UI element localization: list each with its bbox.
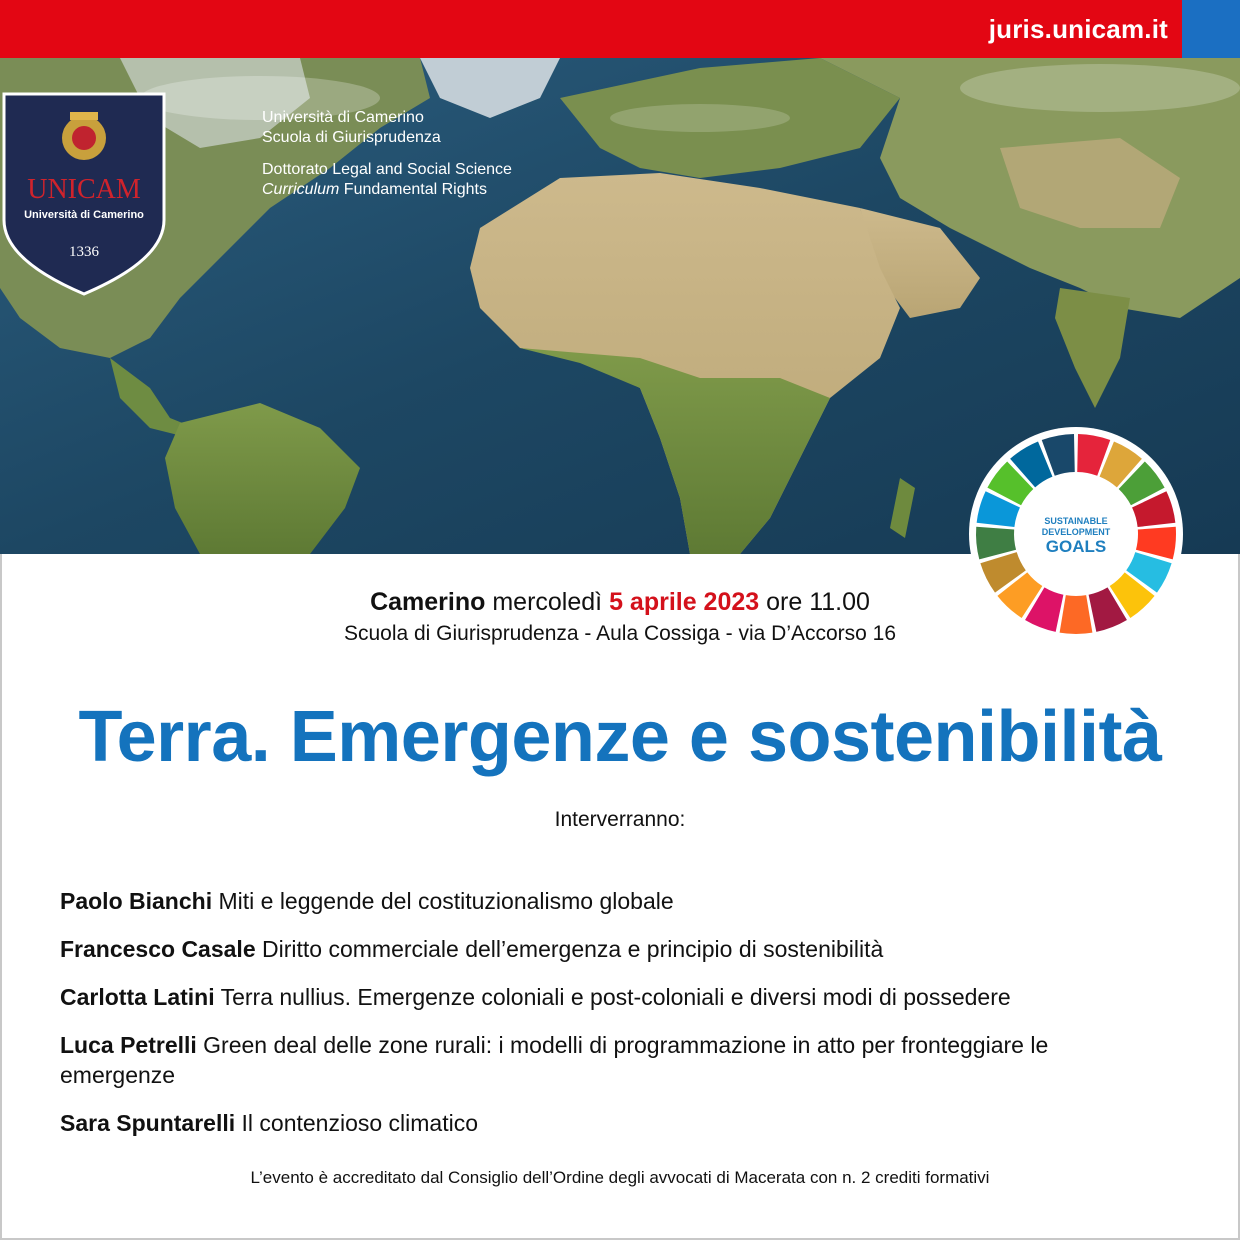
institution-block <box>262 108 512 200</box>
event-venue: Scuola di Giurisprudenza - Aula Cossiga - via D’Accorso 16 <box>343 622 897 645</box>
top-bar <box>0 0 1240 58</box>
curriculum-label: Curriculum <box>262 181 340 198</box>
sdg-text-2: DEVELOPMENT <box>1041 527 1111 537</box>
event-time: ore 11.00 <box>759 588 870 616</box>
logo-year: 1336 <box>69 244 99 260</box>
institution-line-1: Università di Camerino <box>262 109 424 126</box>
logo-name: UNICAM <box>27 174 141 205</box>
top-bar-blue-block <box>1182 0 1240 58</box>
logo-subtitle: Università di Camerino <box>24 209 144 221</box>
speaker-topic: Miti e leggende del costituzionalismo globale <box>212 888 674 914</box>
speaker-name: Francesco Casale <box>60 936 256 962</box>
institution-line-3: Dottorato Legal and Social Science <box>262 161 512 178</box>
speaker-topic: Terra nullius. Emergenze coloniali e post-coloniali e diversi modi di possedere <box>214 984 1011 1010</box>
speaker-name: Carlotta Latini <box>60 984 215 1010</box>
event-title: Terra. Emergenze e sostenibilità <box>78 697 1162 777</box>
speaker-item <box>60 982 1150 1012</box>
speaker-item <box>60 886 1150 916</box>
institution-line-2: Scuola di Giurisprudenza <box>262 129 441 146</box>
speaker-item <box>60 1108 1150 1138</box>
speakers-list <box>60 886 1150 1156</box>
speakers-intro: Interverranno: <box>554 808 686 831</box>
speaker-name: Paolo Bianchi <box>60 888 213 914</box>
speaker-name: Sara Spuntarelli <box>60 1110 236 1136</box>
sdg-text-3: GOALS <box>1045 537 1107 556</box>
speaker-name: Luca Petrelli <box>60 1032 197 1058</box>
speaker-item <box>60 1030 1150 1090</box>
site-url-link[interactable]: juris.unicam.it <box>988 14 1168 44</box>
institution-line-4 <box>262 180 512 200</box>
event-city: Camerino <box>370 588 486 616</box>
event-date: 5 aprile 2023 <box>609 588 760 616</box>
speaker-item <box>60 934 1150 964</box>
speaker-topic: Diritto commerciale dell’emergenza e principio di sostenibilità <box>255 936 884 962</box>
accreditation-note: L’evento è accreditato dal Consiglio dell’Ordine degli avvocati di Macerata con n. 2 crediti formativi <box>250 1168 990 1187</box>
event-weekday: mercoledì <box>485 588 610 616</box>
sdg-text-1: SUSTAINABLE <box>1044 516 1108 526</box>
unicam-shield-logo <box>0 90 168 298</box>
event-date-line <box>0 588 1240 617</box>
speaker-topic: Green deal delle zone rurali: i modelli di programmazione in atto per fronteggiare le emergenze <box>60 1032 1049 1088</box>
curriculum-name: Fundamental Rights <box>339 181 487 198</box>
speaker-topic: Il contenzioso climatico <box>235 1110 479 1136</box>
